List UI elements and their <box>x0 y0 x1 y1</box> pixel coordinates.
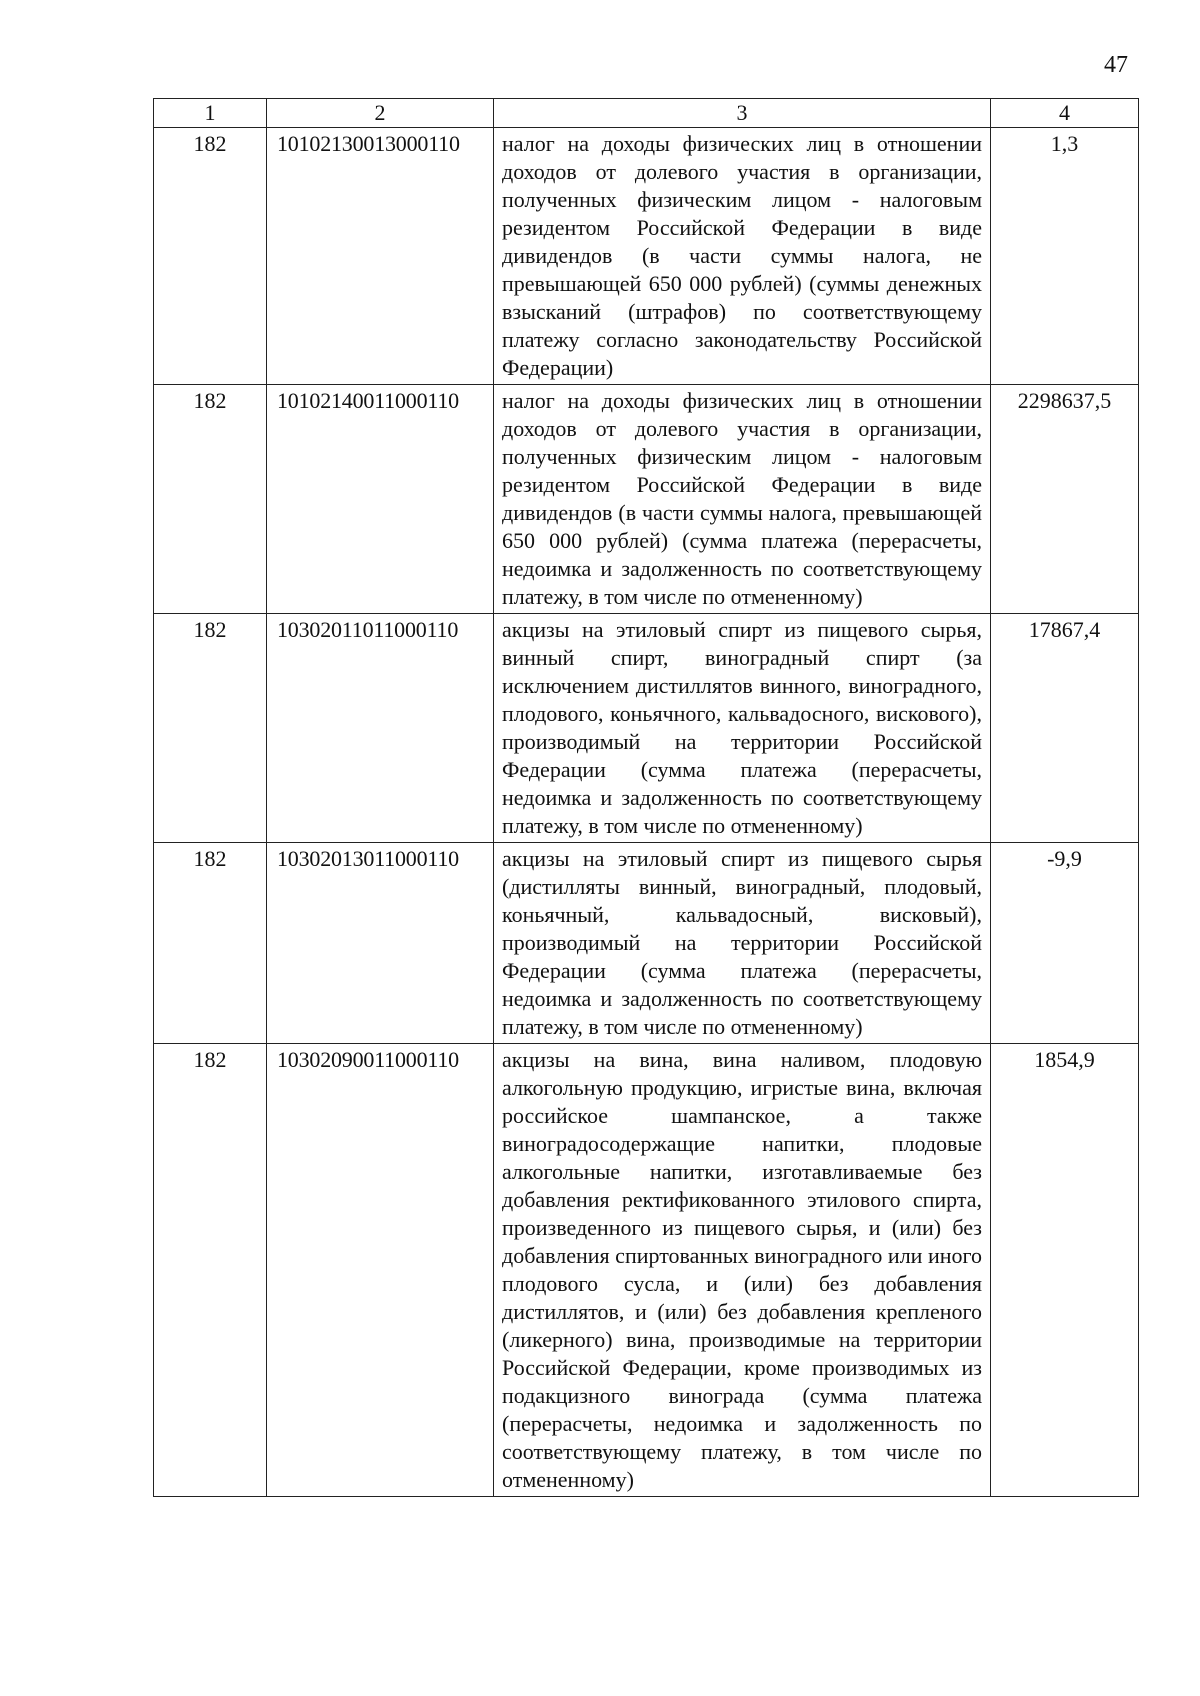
admin-code-cell: 182 <box>154 385 267 614</box>
admin-code-cell: 182 <box>154 614 267 843</box>
budget-code-cell: 10102130013000110 <box>267 128 494 385</box>
table-row <box>154 128 1139 385</box>
amount-cell: 1854,9 <box>991 1044 1139 1497</box>
header-col-2: 2 <box>267 99 494 128</box>
table-row <box>154 1044 1139 1497</box>
page-number: 47 <box>1104 52 1128 78</box>
revenue-name-cell: акцизы на этиловый спирт из пищевого сырья (дистилляты винный, виноградный, плодовый, коньячный, кальвадосный, висковый), производимый на территории Российской Федерации (сумма платежа (перерасчеты, недоимка и задолженность по соответствующему платежу, в том числе по отмененному) <box>494 843 991 1044</box>
budget-code-cell: 10102140011000110 <box>267 385 494 614</box>
table-row <box>154 385 1139 614</box>
table-row <box>154 614 1139 843</box>
header-col-1: 1 <box>154 99 267 128</box>
revenue-name-cell: акцизы на этиловый спирт из пищевого сырья, винный спирт, виноградный спирт (за исключением дистиллятов винного, виноградного, плодового, коньячного, кальвадосного, вискового), производимый на территории Российской Федерации (сумма платежа (перерасчеты, недоимка и задолженность по соответствующему платежу, в том числе по отмененному) <box>494 614 991 843</box>
admin-code-cell: 182 <box>154 128 267 385</box>
amount-cell: 1,3 <box>991 128 1139 385</box>
revenue-name-cell: акцизы на вина, вина наливом, плодовую алкогольную продукцию, игристые вина, включая российское шампанское, а также виноградосодержащие напитки, плодовые алкогольные напитки, изготавливаемые без добавления ректификованного этилового спирта, произведенного из пищевого сырья, и (или) без добавления спиртованных виноградного или иного плодового сусла, и (или) без добавления дистиллятов, и (или) без добавления крепленого (ликерного) вина, производимые на территории Российской Федерации, кроме производимых из подакцизного винограда (сумма платежа (перерасчеты, недоимка и задолженность по соответствующему платежу, в том числе по отмененному) <box>494 1044 991 1497</box>
header-col-4: 4 <box>991 99 1139 128</box>
budget-code-cell: 10302013011000110 <box>267 843 494 1044</box>
revenue-name-cell: налог на доходы физических лиц в отношении доходов от долевого участия в организации, полученных физическим лицом - налоговым резидентом Российской Федерации в виде дивидендов (в части суммы налога, не превышающей 650 000 рублей) (суммы денежных взысканий (штрафов) по соответствующему платежу согласно законодательству Российской Федерации) <box>494 128 991 385</box>
budget-code-cell: 10302090011000110 <box>267 1044 494 1497</box>
header-col-3: 3 <box>494 99 991 128</box>
table-header-row <box>154 99 1139 128</box>
admin-code-cell: 182 <box>154 1044 267 1497</box>
table-row <box>154 843 1139 1044</box>
amount-cell: -9,9 <box>991 843 1139 1044</box>
revenue-name-cell: налог на доходы физических лиц в отношении доходов от долевого участия в организации, полученных физическим лицом - налоговым резидентом Российской Федерации в виде дивидендов (в части суммы налога, превышающей 650 000 рублей) (сумма платежа (перерасчеты, недоимка и задолженность по соответствующему платежу, в том числе по отмененному) <box>494 385 991 614</box>
budget-code-cell: 10302011011000110 <box>267 614 494 843</box>
revenue-table <box>153 98 1139 1497</box>
amount-cell: 2298637,5 <box>991 385 1139 614</box>
admin-code-cell: 182 <box>154 843 267 1044</box>
amount-cell: 17867,4 <box>991 614 1139 843</box>
